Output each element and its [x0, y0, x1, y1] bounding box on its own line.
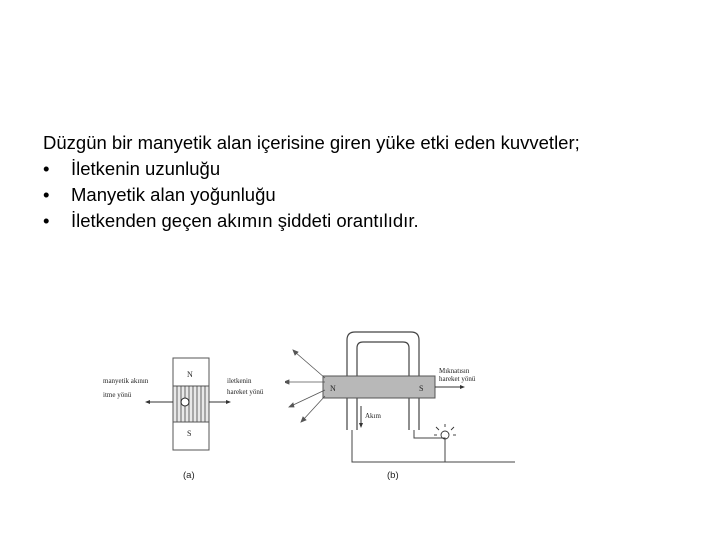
bullet-text: Manyetik alan yoğunluğu [71, 184, 276, 205]
conductor-a [181, 398, 189, 406]
left-label-a-line2: itme yönü [103, 391, 132, 399]
bullet-marker: • [43, 184, 50, 205]
right-label-a-line2: hareket yönü [227, 388, 264, 396]
content-text [43, 130, 643, 234]
north-label-a: N [187, 370, 193, 379]
magnet-move-arrowhead [460, 385, 465, 389]
caption-a: (a) [183, 470, 195, 481]
circuit-wire-b2 [414, 430, 445, 462]
bullet-item-1 [43, 156, 643, 182]
bullet-text: İletkenden geçen akımın şiddeti orantılıdır. [71, 210, 419, 231]
field-region-a [173, 386, 209, 422]
bullet-text: İletkenin uzunluğu [71, 158, 221, 179]
arrowhead-right-a [226, 400, 231, 404]
diagram-a [95, 320, 295, 490]
right-label-a-line1: iletkenin [227, 377, 252, 385]
bullet-marker: • [43, 210, 50, 231]
lamp-icon [434, 424, 456, 439]
arrowhead-left-a [145, 400, 150, 404]
current-label-b: Akım [365, 412, 381, 420]
circuit-wire-b [352, 430, 515, 462]
bullet-item-2 [43, 182, 643, 208]
caption-b: (b) [387, 470, 399, 481]
diagram-b [285, 320, 515, 490]
north-label-b: N [330, 384, 336, 393]
current-arrowhead [359, 423, 363, 428]
right-label-b-line2: hareket yönü [439, 375, 476, 383]
bullet-marker: • [43, 158, 50, 179]
right-label-b-line1: Mıknatısın [439, 367, 470, 375]
bullet-item-3 [43, 208, 643, 234]
south-label-a: S [187, 429, 192, 438]
magnet-figure [95, 320, 515, 490]
force-arrows-b [285, 350, 325, 422]
left-label-a-line1: manyetik akının [103, 377, 149, 385]
south-label-b: S [419, 384, 424, 393]
intro-text: Düzgün bir manyetik alan içerisine giren yüke etki eden kuvvetler; [43, 132, 580, 153]
